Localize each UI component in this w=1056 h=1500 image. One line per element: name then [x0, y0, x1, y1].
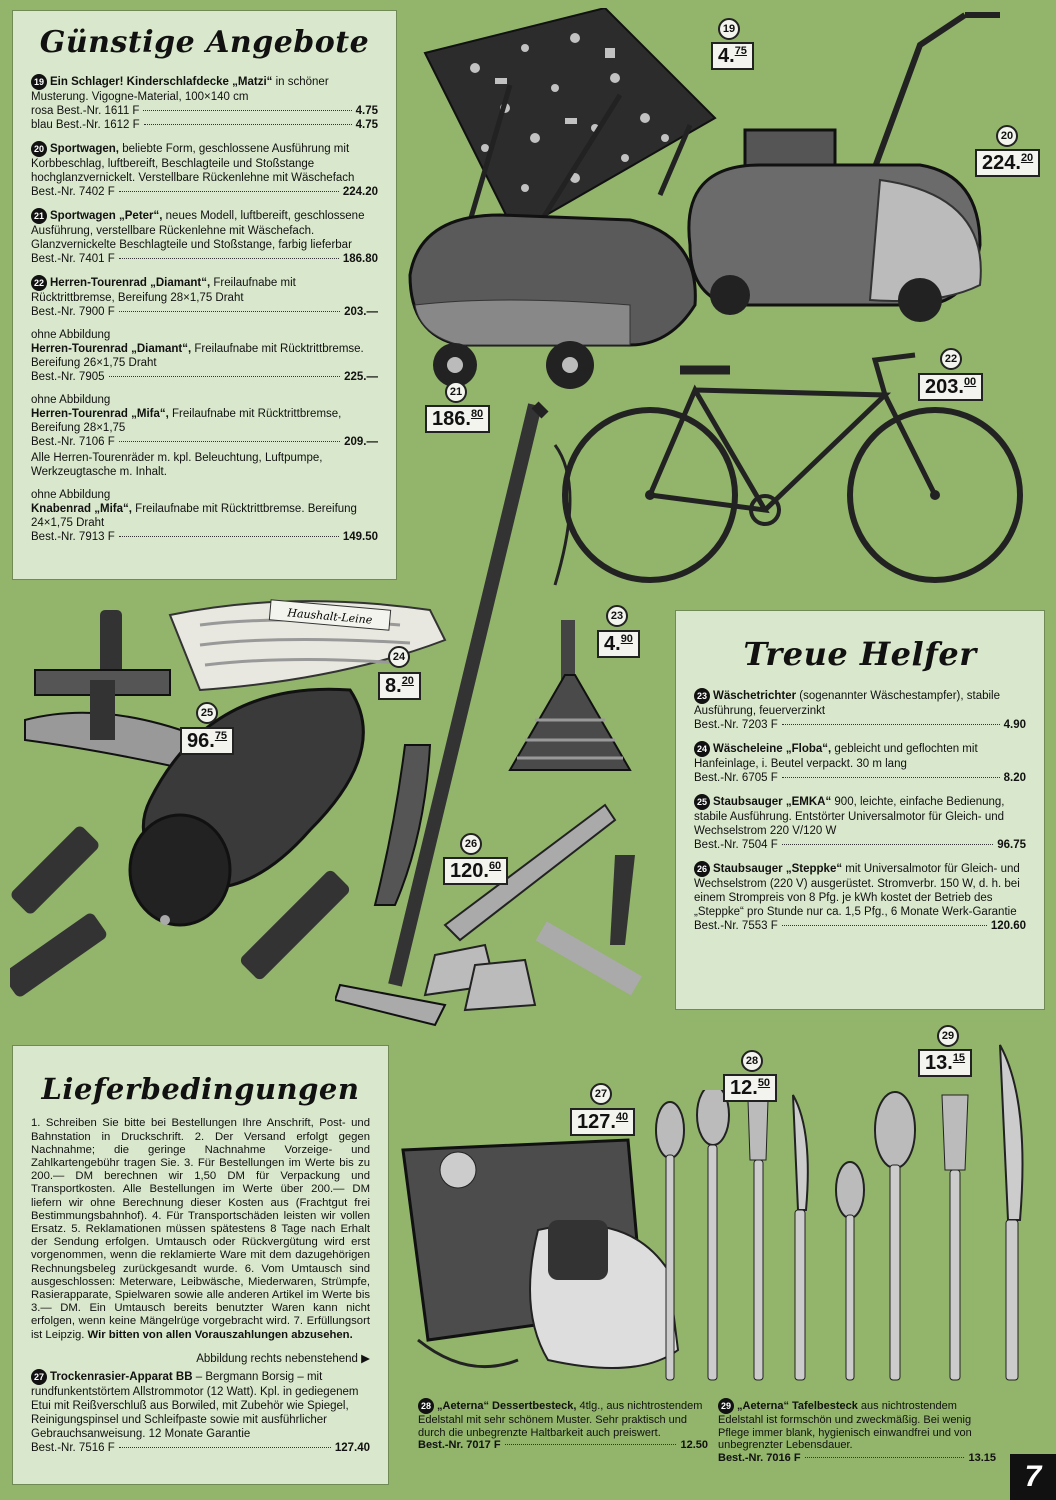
price-main: 127.	[577, 1111, 616, 1133]
angebote-title: Günstige Angebote	[39, 25, 370, 60]
item-head: Herren-Tourenrad „Diamant“,	[31, 342, 192, 355]
item-26	[694, 861, 1026, 933]
tag-28-number: 28	[741, 1050, 763, 1072]
order-number: Best.-Nr. 7017 F	[418, 1439, 501, 1452]
item-21	[31, 208, 378, 266]
order-row	[694, 919, 1026, 933]
item-text: Freilaufnabe mit Rücktrittbremse, Bereifung 28×1,75 Draht	[31, 276, 296, 304]
item-ohne-3	[31, 488, 378, 544]
price-cents: 20	[401, 675, 414, 687]
order-price: 8.20	[1003, 772, 1026, 785]
item-text: 900, leichte, einfache Bedienung, stabile Ausführung. Entstörter Universalmotor für Gleich- und Wechselstrom 220 V/120 W	[694, 796, 1005, 838]
item-text: – Bergmann Borsig – mit rundfunkentstörtem Allstrommotor (12 Watt). Kpl. in gediegenem Etui mit Reißverschluß aus Borwiled, mit Zubehör wie Spiegel, Reinigungspinsel und Schleifpaste sowie mit ausführlicher Gebrauchsanweisung. 12 Monate Garantie	[31, 1370, 359, 1440]
price-tag-27	[570, 1108, 635, 1136]
order-number: Best.-Nr. 7516 F	[31, 1441, 115, 1454]
item-text: aus nichtrostendem Edelstahl ist formschön und zweckmäßig. Bei wenig Pflege immer blank, hygienisch einwandfrei und von unbegrenzter Lebensdauer.	[718, 1399, 972, 1452]
helfer-title: Treue Helfer	[743, 635, 977, 673]
item-head: Staubsauger „Steppke“	[713, 863, 843, 876]
price-main: 13.	[925, 1052, 953, 1074]
item-ohne-1	[31, 328, 378, 384]
order-price: 4.75	[355, 118, 378, 131]
price-cents: 50	[757, 1077, 771, 1089]
item-number: 22	[31, 275, 47, 291]
order-price: 4.75	[355, 104, 378, 117]
price-tag-22	[918, 373, 983, 401]
item-text: neues Modell, luftbereift, geschlossene Ausführung, verstellbare Rückenlehne mit Wäschefach. Glanzvernickelte Beschlagteile und Stoßstange, farbig lieferbar	[31, 209, 365, 251]
item-number: 28	[418, 1398, 434, 1414]
order-row	[31, 185, 378, 199]
order-price: 149.50	[342, 530, 378, 543]
item-number: 29	[718, 1398, 734, 1414]
price-main: 96.	[187, 730, 215, 752]
tag-19-number: 19	[718, 18, 740, 40]
item-number: 27	[31, 1369, 47, 1385]
price-main: 4.	[718, 45, 735, 67]
item-head: Wäscheleine „Floba“,	[713, 743, 832, 756]
item-number: 23	[694, 688, 710, 704]
item-head: Sportwagen,	[50, 142, 120, 155]
order-price: 203.—	[344, 305, 378, 318]
tag-20-number: 20	[996, 125, 1018, 147]
conditions-text: 1. Schreiben Sie bitte bei Bestellungen Ihre Anschrift, Post- und Bahnstation in Druckschrift. 2. Der Versand erfolgt gegen Nachnahme; die geringe Nachnahme Vorzeige- und Zahlkartengebühr tragen Sie. 3. Für Bestellungen im Werte bis zu 200.— DM berechnen wir 1,50 DM für Verpackung und Transportkosten. Alle Bestellungen im Werte über 200.— DM liefern wir ohne Berechnung dieser Kosten aus (Frachtgut frei Bestimmungsbahnhof). 4. Für Transportschäden leisten wir vollen Ersatz. 5. Reklamationen müssen spätestens 8 Tage nach Erhalt der Sendung erfolgen. Umtausch oder Rückvergütung wird erst vorgenommen, wenn die reklamierte Ware mit dem dazugehörigen Rechnungsbeleg zurückgesandt wurde. 6. Vom Umtausch sind ausgeschlossen: Meterware, Leibwäsche, Miederwaren, Strümpfe, Rasierapparate, Spielwaren sowie alle anderen Artikel im Werte bis 3.— DM. Ein Umtausch bereits benutzter Waren kann nicht erfolgen, wenn keine Mängelrüge vorgebracht wird. 7. Erfüllungsort ist Leipzig.	[31, 1117, 370, 1341]
item-head: Knabenrad „Mifa“,	[31, 502, 132, 515]
order-row	[718, 1452, 996, 1465]
helfer-panel	[675, 610, 1045, 1010]
item-number: 25	[694, 794, 710, 810]
order-number: Best.-Nr. 7913 F	[31, 530, 115, 543]
ohne-abbildung-label: ohne Abbildung	[31, 393, 111, 406]
item-text: in schöner Musterung. Vigogne-Material, 100×140 cm	[31, 75, 329, 103]
item-number: 19	[31, 74, 47, 90]
order-row	[31, 530, 378, 544]
order-number: Best.-Nr. 7401 F	[31, 252, 115, 265]
order-row	[31, 252, 378, 266]
angebote-panel	[12, 10, 397, 580]
item-head: Wäschetrichter	[713, 690, 797, 703]
price-main: 12.	[730, 1077, 758, 1099]
order-row	[31, 305, 378, 319]
item-text: beliebte Form, geschlossene Ausführung mit Korbbeschlag, luftbereift, Beschlagteile und Stoßstange hochglanzvernickelt. Verstellbare Rückenlehne mit Wäschefach	[31, 142, 355, 184]
ohne-abbildung-label: ohne Abbildung	[31, 328, 111, 341]
item-text: gebleicht und geflochten mit Hanfeinlage, i. Beutel verpackt. 30 m lang	[694, 743, 978, 771]
tag-24-number: 24	[388, 646, 410, 668]
item-text: 4tlg., aus nichtrostendem Edelstahl mit sehr schönem Muster. Sehr praktisch und durch die unbegrenzte Haltbarkeit auch preiswert.	[418, 1399, 703, 1439]
item-24	[694, 741, 1026, 785]
order-number: Best.-Nr. 7553 F	[694, 920, 778, 933]
order-number: Best.-Nr. 7905	[31, 370, 105, 383]
order-row	[418, 1439, 708, 1452]
price-tag-26	[443, 857, 508, 885]
tag-29-number: 29	[937, 1025, 959, 1047]
price-tag-28	[723, 1074, 777, 1102]
item-22	[31, 275, 378, 319]
order-price: 120.60	[990, 920, 1026, 933]
item-text: Freilaufnabe mit Rücktrittbremse, Bereifung 28×1,75	[31, 407, 342, 434]
item-head: Herren-Tourenrad „Diamant“,	[50, 276, 211, 289]
order-number: Best.-Nr. 7504 F	[694, 839, 778, 852]
item-note: Alle Herren-Tourenräder m. kpl. Beleuchtung, Luftpumpe, Werkzeugtasche m. Inhalt.	[31, 451, 323, 478]
caption-28	[418, 1398, 708, 1452]
order-number: Best.-Nr. 7203 F	[694, 719, 778, 732]
tag-25-number: 25	[196, 702, 218, 724]
item-head: „Aeterna“ Tafelbesteck	[737, 1399, 858, 1412]
order-price: 4.90	[1003, 719, 1026, 732]
page-number: 7	[1010, 1454, 1056, 1500]
price-cents: 40	[615, 1111, 629, 1123]
price-main: 120.	[450, 860, 489, 882]
order-number: Best.-Nr. 7016 F	[718, 1451, 801, 1464]
price-cents: 15	[952, 1052, 966, 1064]
item-number: 26	[694, 861, 710, 877]
item-text: Freilaufnabe mit Rücktrittbremse. Bereifung 26×1,75 Draht	[31, 342, 364, 369]
ohne-abbildung-label: ohne Abbildung	[31, 488, 111, 501]
price-cents: 60	[488, 860, 502, 872]
order-row	[694, 771, 1026, 785]
item-text: Freilaufnabe mit Rücktrittbremse. Bereifung 24×1,75 Draht	[31, 502, 357, 529]
caption-29	[718, 1398, 996, 1465]
order-price: 224.20	[342, 185, 378, 198]
vacuum-emka-illustration	[10, 600, 390, 1020]
price-tag-19	[711, 42, 754, 70]
order-number: blau Best.-Nr. 1612 F	[31, 118, 140, 131]
item-head: Trockenrasier-Apparat BB	[50, 1370, 193, 1383]
price-tag-29	[918, 1049, 972, 1077]
order-number: Best.-Nr. 6705 F	[694, 772, 778, 785]
tag-21-number: 21	[445, 381, 467, 403]
item-27	[31, 1369, 370, 1455]
price-cents: 90	[620, 633, 633, 645]
order-number: Best.-Nr. 7900 F	[31, 305, 115, 318]
item-head: Staubsauger „EMKA“	[713, 796, 832, 809]
liefer-panel	[12, 1045, 389, 1485]
item-text: mit Universalmotor für Gleich- und Wechselstrom (220 V) ausgerüstet. Stromverbr. 150 W, d. h. bei einem Strompreis von 8 Pfg. je kWh kostet der Betrieb des „Steppke“ pro Stunde nur ca. 1,5 Pfg., 6 Monate Werk-Garantie	[694, 863, 1020, 919]
order-row	[694, 838, 1026, 852]
delivery-conditions	[31, 1117, 370, 1341]
conditions-bold: Wir bitten von allen Vorauszahlungen abzusehen.	[87, 1328, 353, 1341]
price-main: 186.	[432, 408, 471, 430]
price-main: 224.	[982, 152, 1021, 174]
price-tag-21	[425, 405, 490, 433]
order-price: 209.—	[344, 435, 378, 448]
tag-23-number: 23	[606, 605, 628, 627]
item-number: 20	[31, 141, 47, 157]
order-price: 12.50	[680, 1439, 708, 1452]
price-cents: 75	[214, 730, 228, 742]
price-cents: 75	[734, 45, 747, 57]
order-number: rosa Best.-Nr. 1611 F	[31, 104, 140, 117]
order-row	[31, 435, 378, 449]
order-number: Best.-Nr. 7106 F	[31, 435, 115, 448]
price-cents: 00	[963, 376, 977, 388]
order-row	[31, 118, 378, 132]
tag-22-number: 22	[940, 348, 962, 370]
order-price: 225.—	[344, 370, 378, 383]
item-23	[694, 688, 1026, 732]
order-price: 96.75	[997, 839, 1026, 852]
item-25	[694, 794, 1026, 852]
price-main: 8.	[385, 675, 402, 697]
order-price: 186.80	[342, 252, 378, 265]
item-head: Sportwagen „Peter“,	[50, 209, 163, 222]
price-cents: 80	[470, 408, 484, 420]
table-cutlery-illustration	[830, 1040, 1045, 1390]
item-20	[31, 141, 378, 199]
item-head: „Aeterna“ Dessertbesteck,	[437, 1399, 577, 1412]
item-head: Ein Schlager! Kinderschlafdecke „Matzi“	[50, 75, 273, 88]
price-tag-23	[597, 630, 640, 658]
price-cents: 20	[1020, 152, 1034, 164]
price-tag-20	[975, 149, 1040, 177]
item-ohne-2	[31, 393, 378, 479]
order-price: 127.40	[334, 1441, 370, 1454]
price-tag-25	[180, 727, 234, 755]
order-price: 13.15	[968, 1451, 996, 1464]
order-row	[31, 104, 378, 118]
item-number: 21	[31, 208, 47, 224]
arrow-note: Abbildung rechts nebenstehend ▶	[196, 1352, 370, 1365]
item-text: (sogenannter Wäschestampfer), stabile Ausführung, feuerverzinkt	[694, 690, 1000, 718]
price-tag-24	[378, 672, 421, 700]
order-number: Best.-Nr. 7402 F	[31, 185, 115, 198]
order-row	[31, 1441, 370, 1455]
price-main: 4.	[604, 633, 621, 655]
item-19	[31, 74, 378, 132]
tag-26-number: 26	[460, 833, 482, 855]
dessert-cutlery-illustration	[648, 1090, 828, 1390]
price-main: 203.	[925, 376, 964, 398]
tag-27-number: 27	[590, 1083, 612, 1105]
order-row	[694, 718, 1026, 732]
item-number: 24	[694, 741, 710, 757]
liefer-title: Lieferbedingungen	[41, 1072, 360, 1106]
order-row	[31, 370, 378, 384]
packet-label: Haushalt-Leine	[286, 606, 373, 627]
item-head: Herren-Tourenrad „Mifa“,	[31, 407, 169, 420]
